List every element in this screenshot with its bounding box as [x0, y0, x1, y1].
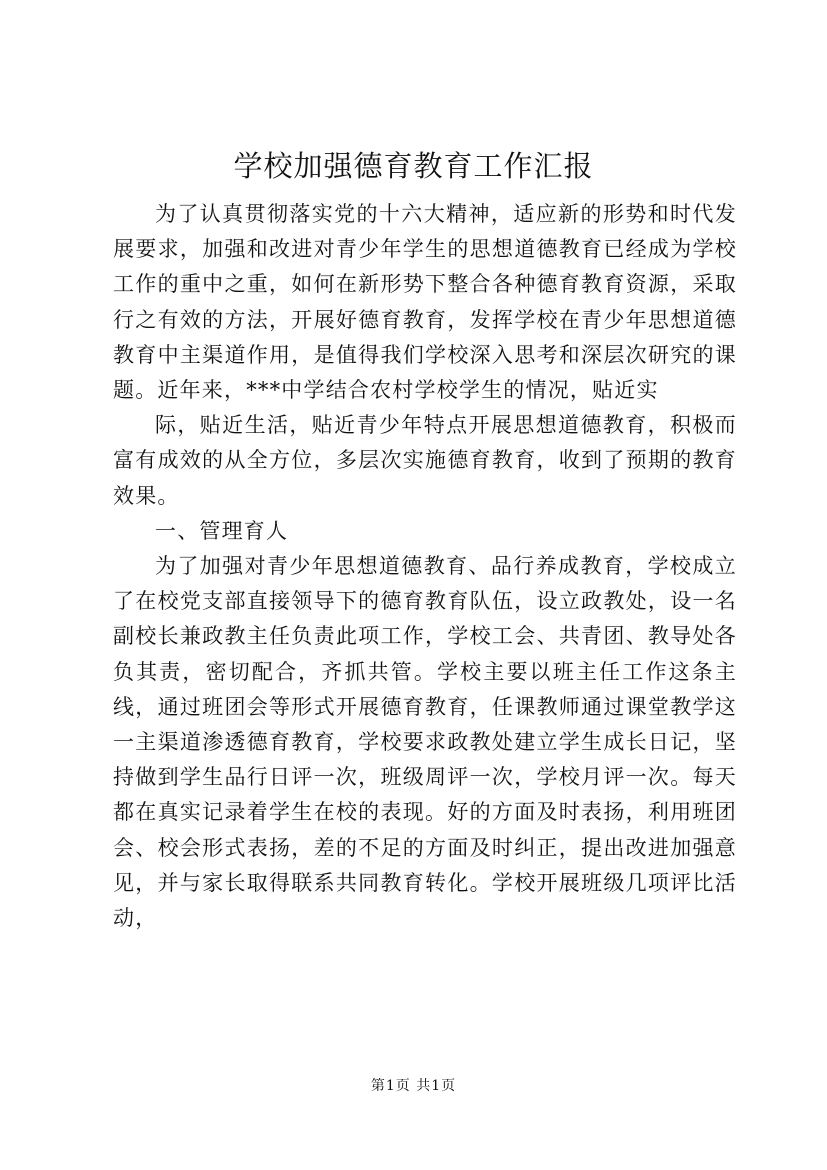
paragraph-intro: 为了认真贯彻落实党的十六大精神，适应新的形势和时代发展要求，加强和改进对青少年学生的思想道德教育已经成为学校工作的重中之重，如何在新形势下整合各种德育教育资源，采取行之有效的方法，开展好德育教育，发挥学校在青少年思想道德教育中主渠道作用，是值得我们学校深入思考和深层次研究的课题。近年来，***中学结合农村学校学生的情况，贴近实	[113, 202, 737, 403]
paragraph-management: 为了加强对青少年思想道德教育、品行养成教育，学校成立了在校党支部直接领导下的德育教育队伍，设立政教处，设一名副校长兼政教主任负责此项工作，学校工会、共青团、教导处各负其责，密切配合，齐抓共管。学校主要以班主任工作这条主线，通过班团会等形式开展德育教育，任课教师通过课堂教学这一主渠道渗透德育教育，学校要求政教处建立学生成长日记，坚持做到学生品行日评一次，班级周评一次，学校月评一次。每天都在真实记录着学生在校的表现。好的方面及时表扬，利用班团会、校会形式表扬，差的不足的方面及时纠正，提出改进加强意见，并与家长取得联系共同教育转化。学校开展班级几项评比活动，	[113, 554, 737, 931]
section-heading-management: 一、管理育人	[155, 518, 289, 543]
document-body	[113, 197, 737, 936]
document-title: 学校加强德育教育工作汇报	[233, 149, 594, 183]
paragraph-intro-continued: 际，贴近生活，贴近青少年特点开展思想道德教育，积极而富有成效的从全方位，多层次实施德育教育，收到了预期的教育效果。	[113, 413, 737, 508]
page-footer: 第1页 共1页	[370, 1078, 457, 1094]
